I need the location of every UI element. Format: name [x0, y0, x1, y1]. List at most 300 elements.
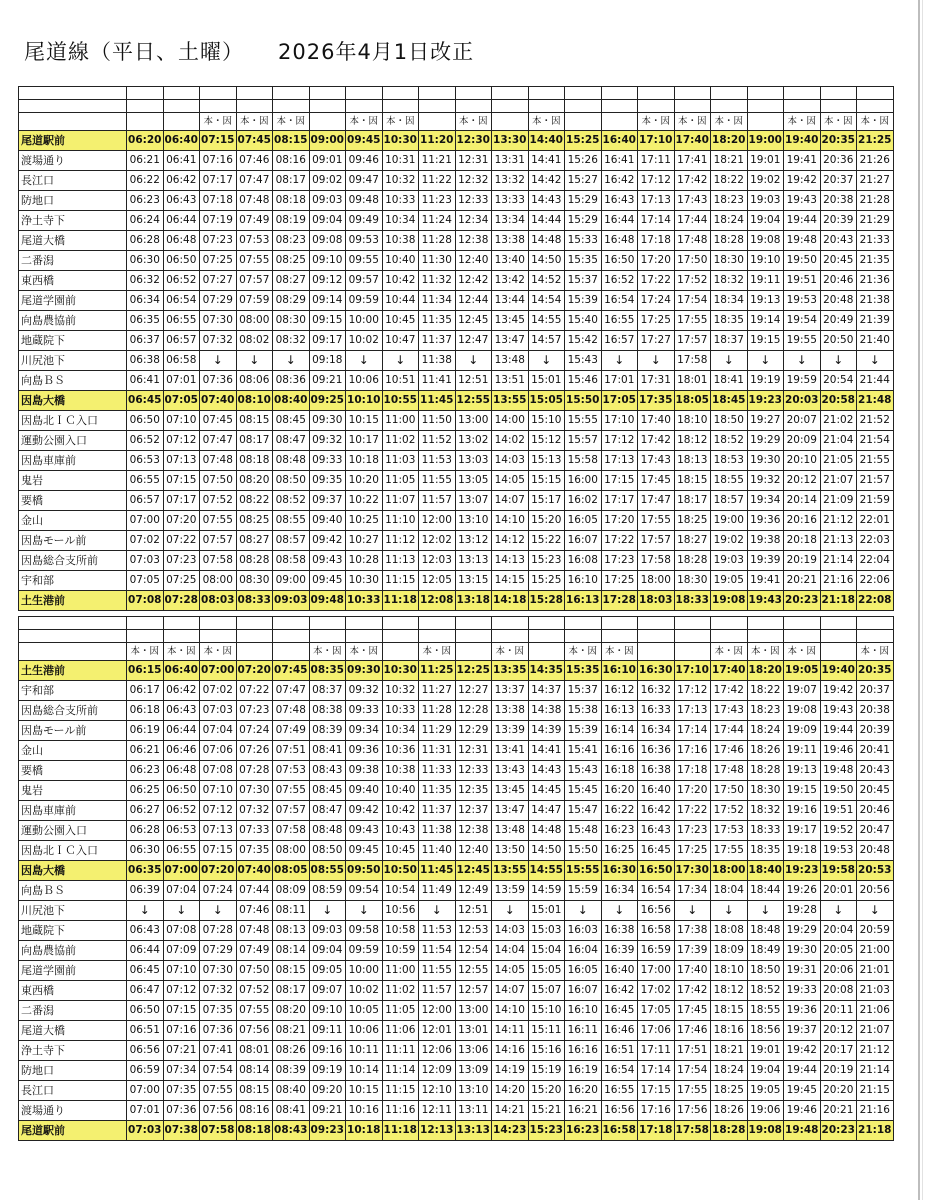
time-cell: 13:45	[492, 781, 529, 801]
via-cell	[419, 113, 456, 131]
stop-row	[19, 311, 894, 331]
time-cell: 13:38	[492, 231, 529, 251]
time-cell: 13:01	[455, 1021, 492, 1041]
via-cell: 本・因	[528, 113, 565, 131]
time-cell: 21:00	[857, 941, 894, 961]
page-edge-shadow	[918, 0, 920, 1200]
time-cell: 16:10	[601, 661, 638, 681]
time-cell: 12:00	[419, 511, 456, 531]
time-cell: 08:41	[273, 1101, 310, 1121]
time-cell: 07:58	[273, 821, 310, 841]
time-cell: 07:03	[127, 551, 164, 571]
time-cell: 06:22	[127, 171, 164, 191]
blank-cell	[455, 617, 492, 630]
time-cell: ↓	[309, 901, 346, 921]
blank-cell	[273, 617, 310, 630]
time-cell: 06:53	[127, 451, 164, 471]
time-cell: 16:30	[601, 861, 638, 881]
blank-cell	[419, 617, 456, 630]
time-cell: 20:23	[784, 591, 821, 611]
time-cell: 11:53	[419, 921, 456, 941]
time-cell: 16:10	[565, 1001, 602, 1021]
time-cell: 06:37	[127, 331, 164, 351]
time-cell: 07:18	[200, 191, 237, 211]
time-cell: 17:11	[638, 151, 675, 171]
stop-row	[19, 211, 894, 231]
time-cell: 11:22	[419, 171, 456, 191]
stop-row	[19, 491, 894, 511]
header-blank-row	[19, 630, 894, 643]
time-cell: 11:57	[419, 491, 456, 511]
via-cell: 本・因	[419, 643, 456, 661]
blank-cell	[309, 87, 346, 100]
time-cell: 20:14	[784, 491, 821, 511]
blank-cell	[200, 100, 237, 113]
time-cell: 19:02	[747, 171, 784, 191]
time-cell: 21:02	[820, 411, 857, 431]
via-cell	[674, 643, 711, 661]
time-cell: 16:22	[601, 801, 638, 821]
time-cell: 10:45	[382, 841, 419, 861]
time-cell: 12:34	[455, 211, 492, 231]
time-cell: 07:49	[273, 721, 310, 741]
time-cell: 10:17	[346, 431, 383, 451]
time-cell: 07:58	[200, 1121, 237, 1141]
time-cell: 15:55	[565, 861, 602, 881]
time-cell: 08:28	[236, 551, 273, 571]
time-cell: 12:51	[455, 371, 492, 391]
time-cell: 07:08	[163, 921, 200, 941]
time-cell: 14:48	[528, 231, 565, 251]
time-cell: 11:49	[419, 881, 456, 901]
time-cell: 13:31	[492, 151, 529, 171]
time-cell: 16:34	[601, 881, 638, 901]
time-cell: 21:52	[857, 411, 894, 431]
time-cell: 21:13	[820, 531, 857, 551]
time-cell: 14:10	[492, 1001, 529, 1021]
time-cell: 11:14	[382, 1061, 419, 1081]
time-cell: 10:59	[382, 941, 419, 961]
stop-row	[19, 191, 894, 211]
time-cell: 12:31	[455, 151, 492, 171]
stop-row	[19, 961, 894, 981]
time-cell: 06:19	[127, 721, 164, 741]
time-cell: 17:48	[711, 761, 748, 781]
time-cell: 07:23	[163, 551, 200, 571]
stop-cell: 金山	[19, 511, 127, 531]
time-cell: 16:40	[638, 781, 675, 801]
time-cell: 19:23	[747, 391, 784, 411]
time-cell: 08:30	[273, 311, 310, 331]
time-cell: 09:46	[346, 151, 383, 171]
time-cell: 17:50	[674, 251, 711, 271]
time-cell: 08:25	[273, 251, 310, 271]
time-cell: 07:49	[236, 941, 273, 961]
time-cell: 07:25	[200, 251, 237, 271]
time-cell: 17:22	[638, 271, 675, 291]
time-cell: 18:34	[711, 291, 748, 311]
time-cell: 19:18	[784, 841, 821, 861]
stop-cell: 向島農協前	[19, 941, 127, 961]
blank-cell	[163, 630, 200, 643]
time-cell: 18:30	[747, 781, 784, 801]
time-cell: 12:55	[455, 961, 492, 981]
time-cell: 19:00	[711, 511, 748, 531]
time-cell: 14:41	[528, 151, 565, 171]
time-cell: 17:28	[601, 591, 638, 611]
time-cell: 09:01	[309, 151, 346, 171]
time-cell: ↓	[711, 901, 748, 921]
time-cell: 11:35	[419, 781, 456, 801]
time-cell: 08:58	[273, 551, 310, 571]
blank-cell	[674, 630, 711, 643]
time-cell: 17:43	[711, 701, 748, 721]
stop-cell: 浄土寺下	[19, 1041, 127, 1061]
time-cell: 20:39	[857, 721, 894, 741]
time-cell: 15:50	[565, 841, 602, 861]
time-cell: 09:04	[309, 211, 346, 231]
time-cell: 18:48	[747, 921, 784, 941]
time-cell: 15:39	[565, 291, 602, 311]
time-cell: 09:21	[309, 1101, 346, 1121]
stop-row	[19, 271, 894, 291]
time-cell: 09:21	[309, 371, 346, 391]
time-cell: 16:16	[601, 741, 638, 761]
stop-cell: 鬼岩	[19, 781, 127, 801]
time-cell: 22:04	[857, 551, 894, 571]
blank-cell	[163, 100, 200, 113]
time-cell: 16:45	[601, 1001, 638, 1021]
stop-cell: 渡場通り	[19, 1101, 127, 1121]
time-cell: 19:05	[747, 1081, 784, 1101]
time-cell: 11:35	[419, 311, 456, 331]
time-cell: 14:23	[492, 1121, 529, 1141]
time-cell: 11:38	[419, 351, 456, 371]
header-blank-row	[19, 617, 894, 630]
time-cell: 15:47	[565, 801, 602, 821]
time-cell: 19:59	[784, 371, 821, 391]
stop-cell: 長江口	[19, 1081, 127, 1101]
time-cell: 19:30	[784, 941, 821, 961]
time-cell: 17:20	[601, 511, 638, 531]
time-cell: 15:43	[565, 761, 602, 781]
time-cell: 17:56	[674, 1101, 711, 1121]
time-cell: 20:11	[820, 1001, 857, 1021]
time-cell: 15:57	[565, 431, 602, 451]
time-cell: 09:37	[309, 491, 346, 511]
blank-cell	[346, 630, 383, 643]
time-cell: 17:58	[674, 1121, 711, 1141]
time-cell: 07:01	[163, 371, 200, 391]
time-cell: 09:45	[346, 841, 383, 861]
time-cell: 07:08	[200, 761, 237, 781]
time-cell: 14:03	[492, 921, 529, 941]
time-cell: 11:25	[419, 661, 456, 681]
time-cell: 06:42	[163, 681, 200, 701]
time-cell: 19:41	[747, 571, 784, 591]
time-cell: 17:30	[674, 861, 711, 881]
via-cell: 本・因	[309, 643, 346, 661]
stop-row	[19, 171, 894, 191]
time-cell: 07:55	[200, 1081, 237, 1101]
time-cell: 12:11	[419, 1101, 456, 1121]
time-cell: 07:48	[273, 701, 310, 721]
time-cell: 16:11	[565, 1021, 602, 1041]
time-cell: 18:20	[711, 131, 748, 151]
time-cell: 08:00	[236, 311, 273, 331]
time-cell: 17:25	[601, 571, 638, 591]
time-cell: 09:11	[309, 1021, 346, 1041]
blank-cell	[273, 100, 310, 113]
time-cell: 07:05	[127, 571, 164, 591]
time-cell: 07:10	[200, 781, 237, 801]
time-cell: 07:45	[236, 131, 273, 151]
stop-cell: 要橋	[19, 491, 127, 511]
time-cell: 09:58	[346, 921, 383, 941]
time-cell: 09:48	[346, 191, 383, 211]
blank-cell	[346, 100, 383, 113]
time-cell: 18:08	[711, 921, 748, 941]
time-cell: 13:03	[455, 451, 492, 471]
time-cell: 11:45	[419, 391, 456, 411]
stop-cell: 二番潟	[19, 1001, 127, 1021]
blank-cell	[528, 617, 565, 630]
time-cell: 09:10	[309, 1001, 346, 1021]
time-cell: 06:23	[127, 191, 164, 211]
time-cell: 09:25	[309, 391, 346, 411]
via-cell: 本・因	[455, 113, 492, 131]
blank-cell	[674, 100, 711, 113]
time-cell: 08:57	[273, 531, 310, 551]
time-cell: 12:28	[455, 701, 492, 721]
time-cell: 20:17	[820, 1041, 857, 1061]
time-cell: 08:45	[273, 411, 310, 431]
time-cell: 19:32	[747, 471, 784, 491]
time-cell: 12:13	[419, 1121, 456, 1141]
time-cell: 19:02	[711, 531, 748, 551]
time-cell: 19:08	[711, 591, 748, 611]
blank-cell	[747, 630, 784, 643]
time-cell: 19:41	[784, 151, 821, 171]
stop-cell: 宇和部	[19, 681, 127, 701]
time-cell: 12:38	[455, 821, 492, 841]
time-cell: 14:35	[528, 661, 565, 681]
time-cell: 06:51	[127, 1021, 164, 1041]
time-cell: 06:40	[163, 661, 200, 681]
time-cell: 15:35	[565, 661, 602, 681]
time-cell: 13:00	[455, 411, 492, 431]
time-cell: ↓	[163, 901, 200, 921]
time-cell: 17:40	[638, 411, 675, 431]
time-cell: 07:15	[163, 1001, 200, 1021]
time-cell: 14:59	[528, 881, 565, 901]
via-cell: 本・因	[857, 643, 894, 661]
time-cell: ↓	[747, 351, 784, 371]
time-cell: 13:09	[455, 1061, 492, 1081]
stop-cell: 地蔵院下	[19, 921, 127, 941]
blank-cell	[820, 100, 857, 113]
blank-cell	[273, 87, 310, 100]
time-cell: 10:50	[382, 861, 419, 881]
time-cell: 08:16	[236, 1101, 273, 1121]
time-cell: 19:42	[784, 1041, 821, 1061]
time-cell: 07:23	[236, 701, 273, 721]
time-cell: 15:23	[528, 551, 565, 571]
time-cell: 10:25	[346, 511, 383, 531]
time-cell: 11:52	[419, 431, 456, 451]
time-cell: 19:17	[784, 821, 821, 841]
time-cell: 16:56	[601, 1101, 638, 1121]
time-cell: 13:35	[492, 661, 529, 681]
time-cell: 20:49	[820, 311, 857, 331]
time-cell: 08:10	[236, 391, 273, 411]
time-cell: 12:32	[455, 171, 492, 191]
time-cell: 11:29	[419, 721, 456, 741]
time-cell: 21:57	[857, 471, 894, 491]
stop-cell	[19, 113, 127, 131]
via-cell: 本・因	[784, 643, 821, 661]
time-cell: 06:45	[127, 391, 164, 411]
time-cell: 09:38	[346, 761, 383, 781]
time-cell: 07:00	[127, 511, 164, 531]
time-cell: 19:37	[784, 1021, 821, 1041]
time-cell: 06:57	[127, 491, 164, 511]
time-cell: 11:03	[382, 451, 419, 471]
time-cell: 21:29	[857, 211, 894, 231]
time-cell: 09:15	[309, 311, 346, 331]
time-cell: 13:02	[455, 431, 492, 451]
time-cell: 19:53	[820, 841, 857, 861]
time-cell: 09:14	[309, 291, 346, 311]
time-cell: 10:31	[382, 151, 419, 171]
time-cell: 18:21	[711, 151, 748, 171]
time-cell: 17:13	[674, 701, 711, 721]
time-cell: 15:20	[528, 511, 565, 531]
stop-row	[19, 251, 894, 271]
time-cell: 19:51	[784, 271, 821, 291]
time-cell: 10:14	[346, 1061, 383, 1081]
stop-row	[19, 1101, 894, 1121]
time-cell: 06:54	[163, 291, 200, 311]
time-cell: 21:05	[820, 451, 857, 471]
time-cell: 18:26	[711, 1101, 748, 1121]
time-cell: 07:51	[273, 741, 310, 761]
time-cell: 09:43	[309, 551, 346, 571]
time-cell: 07:24	[200, 881, 237, 901]
via-cell: 本・因	[857, 113, 894, 131]
time-cell: 08:16	[273, 151, 310, 171]
time-cell: 20:46	[857, 801, 894, 821]
time-cell: 07:53	[273, 761, 310, 781]
time-cell: 20:07	[784, 411, 821, 431]
via-cell: 本・因	[273, 113, 310, 131]
time-cell: 14:39	[528, 721, 565, 741]
time-cell: 06:58	[163, 351, 200, 371]
time-cell: 10:32	[382, 681, 419, 701]
time-cell: 07:21	[163, 1041, 200, 1061]
time-cell: 06:23	[127, 761, 164, 781]
time-cell: 16:52	[601, 271, 638, 291]
time-cell: 12:44	[455, 291, 492, 311]
time-cell: 08:41	[309, 741, 346, 761]
time-cell: 07:00	[200, 661, 237, 681]
time-cell: 09:30	[346, 661, 383, 681]
time-cell: 16:16	[565, 1041, 602, 1061]
stop-row	[19, 571, 894, 591]
blank-cell	[163, 617, 200, 630]
time-cell: 11:27	[419, 681, 456, 701]
time-cell: 20:16	[784, 511, 821, 531]
time-cell: 07:12	[163, 981, 200, 1001]
time-cell: 09:36	[346, 741, 383, 761]
via-cell	[601, 113, 638, 131]
time-cell: 19:52	[820, 821, 857, 841]
time-cell: 21:26	[857, 151, 894, 171]
stop-row	[19, 371, 894, 391]
time-cell: 18:12	[674, 431, 711, 451]
time-cell: 17:31	[638, 371, 675, 391]
time-cell: 16:07	[565, 531, 602, 551]
time-cell: 18:05	[674, 391, 711, 411]
time-cell: 17:42	[711, 681, 748, 701]
time-cell: 16:36	[638, 741, 675, 761]
time-cell: 17:11	[638, 1041, 675, 1061]
time-cell: 18:52	[711, 431, 748, 451]
time-cell: 11:41	[419, 371, 456, 391]
time-cell: 07:45	[200, 411, 237, 431]
blank-cell	[857, 100, 894, 113]
time-cell: 11:16	[382, 1101, 419, 1121]
time-cell: 19:08	[784, 701, 821, 721]
highlight-stop-row	[19, 591, 894, 611]
time-cell: 15:28	[528, 591, 565, 611]
time-cell: 08:18	[273, 191, 310, 211]
time-cell: 13:45	[492, 311, 529, 331]
time-cell: 18:50	[747, 961, 784, 981]
time-cell: 13:48	[492, 351, 529, 371]
time-cell: 09:35	[309, 471, 346, 491]
via-cell: 本・因	[200, 113, 237, 131]
time-cell: 17:14	[674, 721, 711, 741]
time-cell: 20:21	[820, 1101, 857, 1121]
time-cell: 16:57	[601, 331, 638, 351]
time-cell: 07:52	[200, 491, 237, 511]
time-cell: 18:00	[711, 861, 748, 881]
time-cell: 15:29	[565, 191, 602, 211]
stop-cell: 宇和部	[19, 571, 127, 591]
time-cell: 07:34	[163, 1061, 200, 1081]
stop-cell: 向島ＢＳ	[19, 881, 127, 901]
time-cell: 12:08	[419, 591, 456, 611]
time-cell: 21:28	[857, 191, 894, 211]
time-cell: 08:18	[236, 451, 273, 471]
time-cell: ↓	[601, 351, 638, 371]
time-cell: 08:48	[309, 821, 346, 841]
time-cell: ↓	[711, 351, 748, 371]
time-cell: 06:18	[127, 701, 164, 721]
stop-row	[19, 821, 894, 841]
time-cell: 20:45	[820, 251, 857, 271]
time-cell: 07:20	[163, 511, 200, 531]
time-cell: 13:18	[455, 591, 492, 611]
time-cell: 19:13	[747, 291, 784, 311]
time-cell: 17:14	[638, 1061, 675, 1081]
time-cell: 09:03	[309, 191, 346, 211]
time-cell: 10:06	[346, 371, 383, 391]
time-cell: 21:40	[857, 331, 894, 351]
time-cell: 18:25	[674, 511, 711, 531]
time-cell: 10:34	[382, 211, 419, 231]
